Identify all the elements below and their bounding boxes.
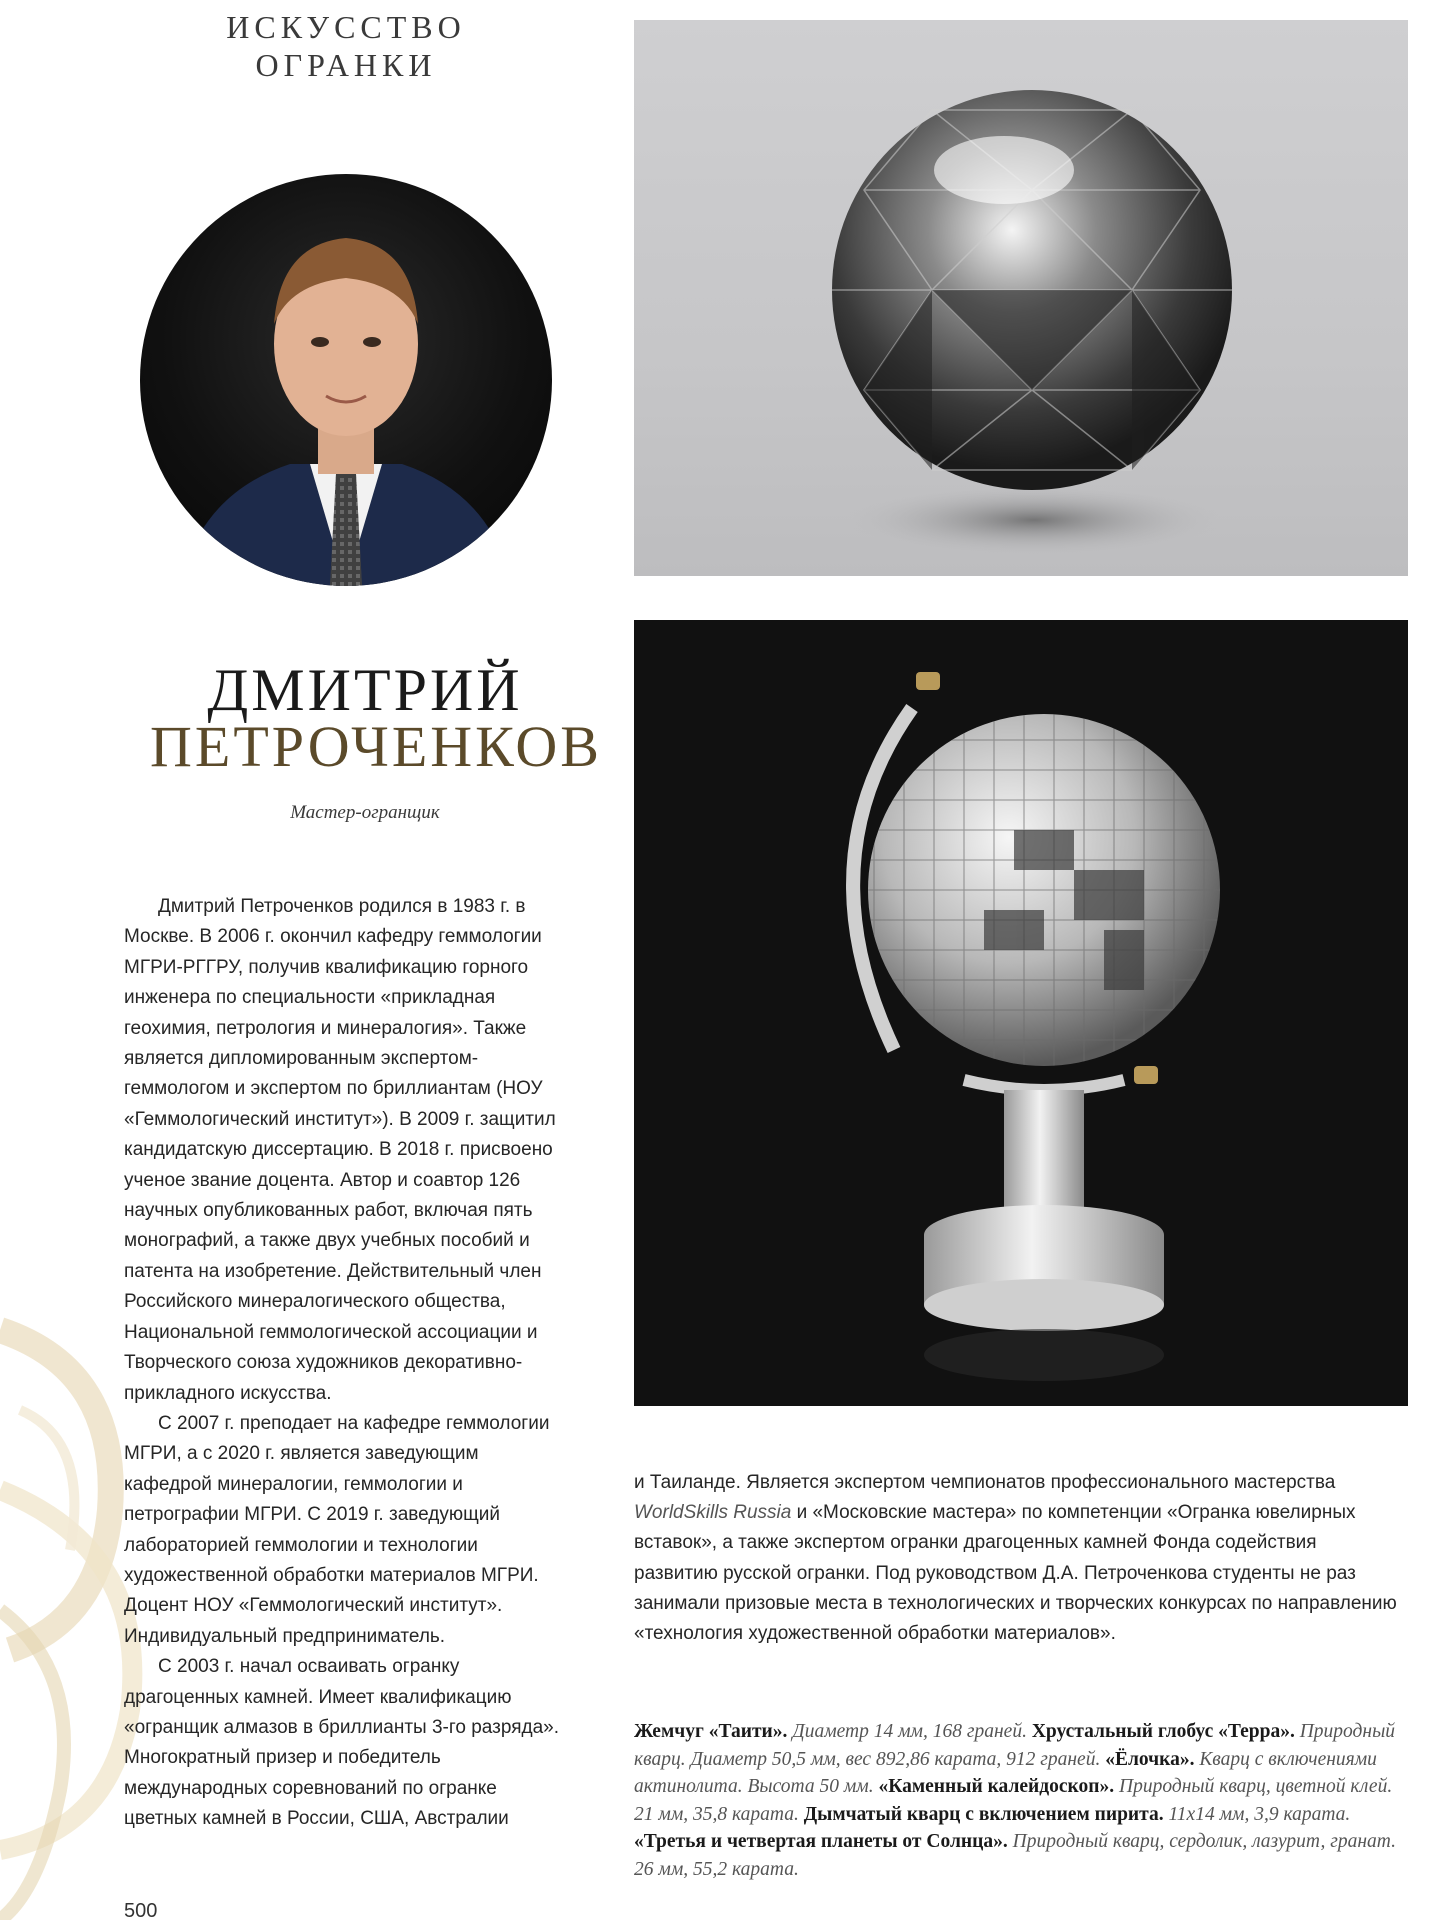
section-title-line2: ОГРАНКИ bbox=[255, 47, 437, 83]
photo-caption bbox=[634, 1718, 1404, 1884]
crystal-globe-photo bbox=[634, 620, 1408, 1406]
caption-desc-5: 11x14 мм, 3,9 карата. bbox=[1163, 1803, 1351, 1825]
biography-text bbox=[124, 892, 564, 1835]
biography-continuation bbox=[634, 1468, 1404, 1649]
caption-title-4: «Каменный калейдоскоп». bbox=[878, 1776, 1115, 1798]
section-title-line1: ИСКУССТВО bbox=[226, 9, 466, 45]
caption-desc-4: Природный кварц, цветной клей. 21 мм, 35,8 карата. bbox=[634, 1776, 1393, 1825]
continuation-part-2: и «Московские мастера» по компетенции «Огранка ювелирных вставок», а также экспертом огранки драгоценных камней Фонда содействия развитию русской огранки. Под руководством Д.А. Петроченкова студенты не раз занимали призовые места в технологических и творческих конкурсах по направлению «технология художественной обработки материалов». bbox=[634, 1502, 1397, 1645]
author-role: Мастер-огранщик bbox=[290, 802, 440, 823]
author-first-name: ДМИТРИЙ bbox=[207, 657, 523, 723]
caption-title-2: Хрустальный глобус «Терра». bbox=[1031, 1721, 1295, 1742]
bio-paragraph-1: Дмитрий Петроченков родился в 1983 г. в Москве. В 2006 г. окончил кафедру геммологии МГРИ-РГГРУ, получив квалификацию горного инженера по специальности «прикладная геохимия, петрология и минералогия». Также является дипломированным экспертом-геммологом и экспертом по бриллиантам (НОУ «Геммологический институт»). В 2009 г. защитил кандидатскую диссертацию. В 2018 г. присвоено ученое звание доцента. Автор и соавтор 126 научных опубликованных работ, включая пять монографий, а также двух учебных пособий и патента на изобретение. Действительный член Российского минералогического общества, Национальной геммологической ассоциации и Творческого союза художников декоративно-прикладного искусства. bbox=[124, 896, 556, 1404]
portrait-illustration bbox=[140, 174, 552, 586]
bio-paragraph-2: С 2007 г. преподает на кафедре геммологии МГРИ, а с 2020 г. является заведующим кафедрой минералогии, геммологии и петрографии МГРИ. С 2019 г. заведующий лабораторией геммологии и технологии художественной обработки материалов МГРИ. Доцент НОУ «Геммологический институт». Индивидуальный предприниматель. bbox=[124, 1412, 550, 1647]
worldskills-brand: WorldSkills Russia bbox=[634, 1502, 792, 1524]
faceted-sphere-photo bbox=[634, 20, 1408, 576]
caption-title-1: Жемчуг «Таити». bbox=[634, 1721, 788, 1742]
caption-title-6: «Третья и четвертая планеты от Солнца». bbox=[634, 1831, 1008, 1853]
author-portrait bbox=[140, 174, 552, 586]
author-last-name: ПЕТРОЧЕНКОВ bbox=[150, 714, 602, 779]
caption-title-3: «Ёлочка». bbox=[1105, 1748, 1195, 1770]
caption-title-5: Дымчатый кварц с включением пирита. bbox=[803, 1803, 1164, 1825]
bio-paragraph-3: С 2003 г. начал осваивать огранку драгоценных камней. Имеет квалификацию «огранщик алмазов в бриллианты 3-го разряда». Многократный призер и победитель международных соревнований по огранке цветных камней в России, США, Австралии bbox=[124, 1656, 559, 1830]
section-title bbox=[186, 8, 506, 84]
caption-desc-2: Природный кварц. Диаметр 50,5 мм, вес 892,86 карата, 912 граней. bbox=[634, 1721, 1396, 1770]
continuation-part-1: и Таиланде. Является экспертом чемпионатов профессионального мастерства bbox=[634, 1472, 1336, 1493]
caption-desc-3: Кварц с включениями актинолита. Высота 50 мм. bbox=[634, 1748, 1377, 1798]
caption-desc-1: Диаметр 14 мм, 168 граней. bbox=[787, 1721, 1032, 1742]
page-number: 500 bbox=[124, 1900, 158, 1922]
caption-desc-6: Природный кварц, сердолик, лазурит, гранат. 26 мм, 55,2 карата. bbox=[634, 1831, 1396, 1880]
